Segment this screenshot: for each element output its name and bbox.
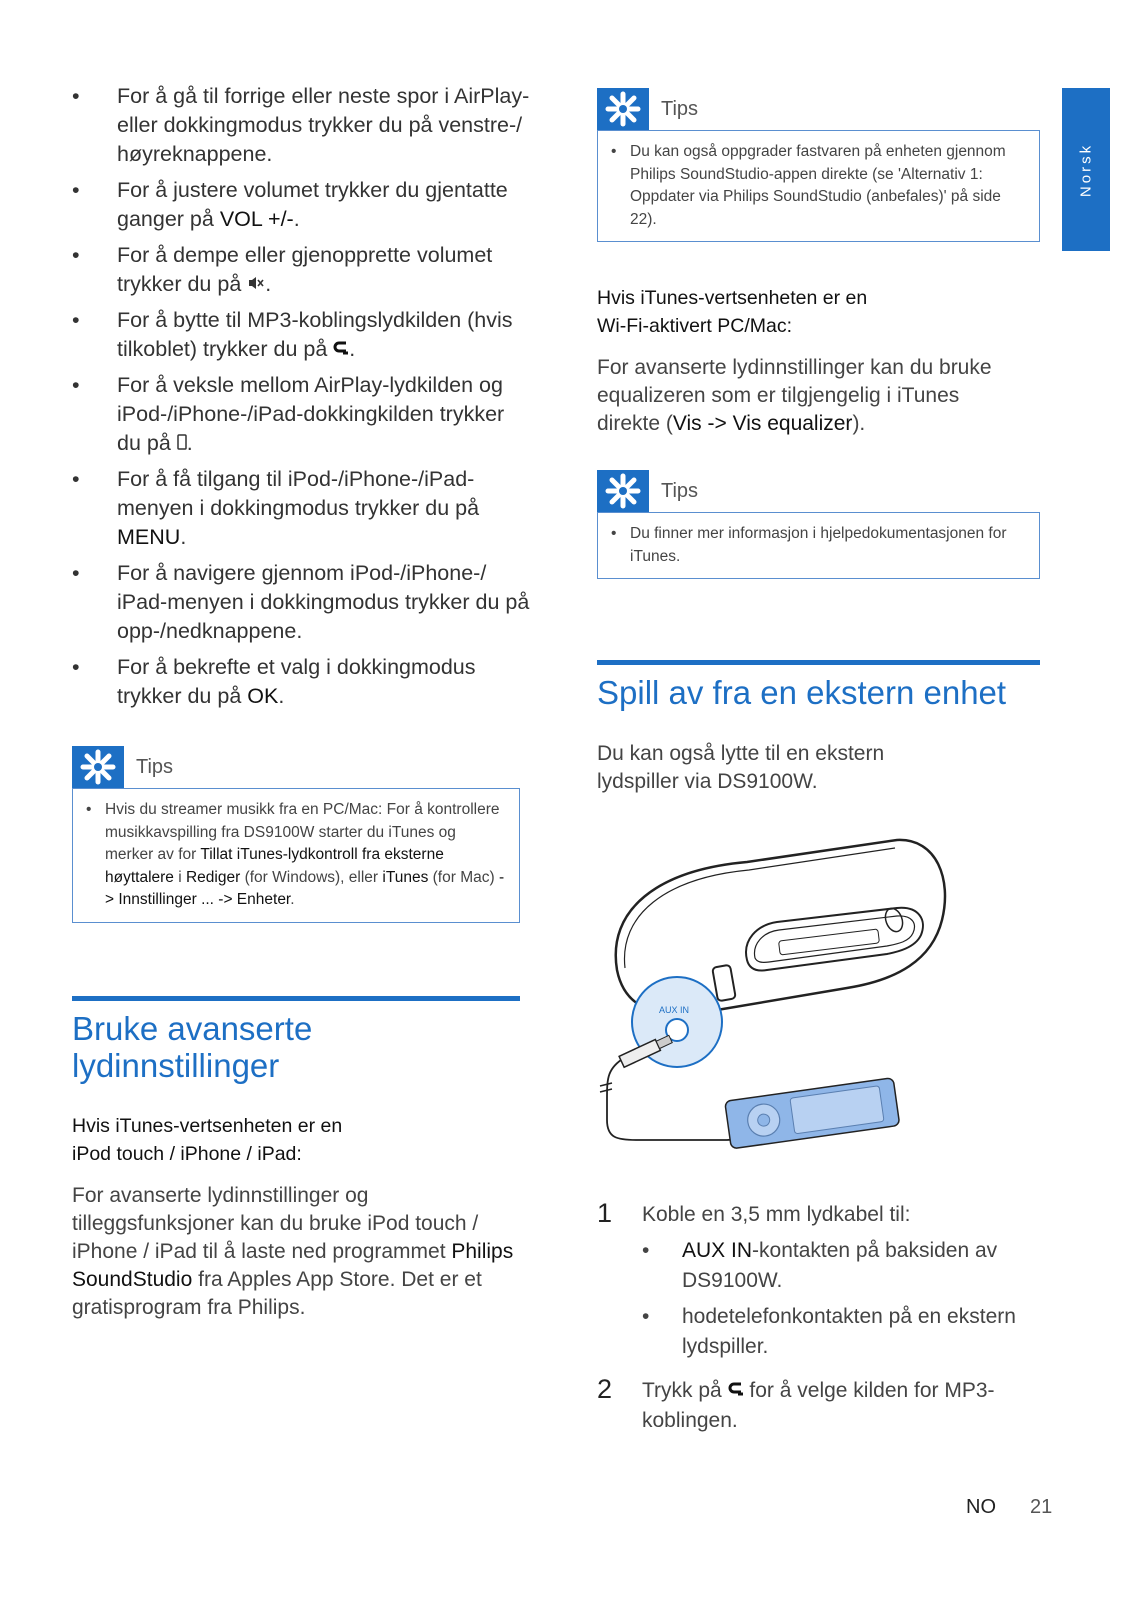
mp3-link-icon <box>333 337 349 361</box>
connection-steps <box>597 1200 1037 1446</box>
tips-label: Tips <box>661 98 699 120</box>
tips-box-firmware <box>597 88 1040 242</box>
tips-star-icon <box>72 746 124 788</box>
list-item: • For å bekrefte et valg i dokkingmodus trykker du på OK. <box>72 655 476 708</box>
section-title: Bruke avanserte lydinnstillinger <box>72 1010 313 1084</box>
mp3-link-icon <box>728 1379 744 1402</box>
step-number: 1 <box>597 1198 613 1228</box>
language-tab-label: Norsk <box>1077 142 1095 197</box>
ok-key-label: OK <box>247 684 279 708</box>
tips-body: • Du kan også oppgrader fastvaren på enheten gjennom Philips SoundStudio-appen direkte (se 'Alternativ 1: Oppdater via Philips SoundStudio (anbefales)' på side 22). <box>597 130 1040 242</box>
footer-language-code: NO <box>966 1496 996 1518</box>
controls-bullet-list <box>72 82 532 718</box>
tips-box-itunes <box>597 470 1040 579</box>
tips-body: • Du finner mer informasjon i hjelpedokumentasjonen for iTunes. <box>597 512 1040 579</box>
section-title: Spill av fra en ekstern enhet <box>597 674 1007 711</box>
external-intro: Du kan også lytte til en ekstern lydspiller via DS9100W. <box>597 742 885 793</box>
dock-icon <box>177 431 187 455</box>
step-1: 1 Koble en 3,5 mm lydkabel til: • AUX IN-kontakten på baksiden av DS9100W. • hodetelefonkontakten på en ekstern lydspiller. <box>597 1200 1037 1362</box>
ios-subheading: Hvis iTunes-vertsenheten er en iPod touch / iPhone / iPad: <box>72 1115 343 1165</box>
tips-label: Tips <box>136 756 174 778</box>
list-item: • For å få tilgang til iPod-/iPhone-/iPad-menyen i dokkingmodus trykker du på MENU. <box>72 467 480 549</box>
list-item: • hodetelefonkontakten på en ekstern lydspiller. <box>642 1305 1016 1358</box>
wifi-paragraph: For avanserte lydinnstillinger kan du bruke equalizeren som er tilgjengelig i iTunes direkte (Vis -> Vis equalizer). <box>597 356 992 435</box>
section-rule <box>597 660 1040 665</box>
tips-star-icon <box>597 470 649 512</box>
ios-paragraph: For avanserte lydinnstillinger og tilleggsfunksjoner kan du bruke iPod touch / iPhone / iPad til å laste ned programmet Philips SoundStudio fra Apples App Store. Det er et gratisprogram fra Philips. <box>72 1184 514 1319</box>
list-item: • For å justere volumet trykker du gjentatte ganger på VOL +/-. <box>72 178 508 231</box>
list-item: • For å dempe eller gjenopprette volumet trykker du på . <box>72 243 493 296</box>
tips-star-icon <box>597 88 649 130</box>
wifi-subheading: Hvis iTunes-vertsenheten er en Wi-Fi-aktivert PC/Mac: <box>597 287 868 337</box>
step-2: 2 Trykk på for å velge kilden for MP3-koblingen. <box>597 1374 995 1432</box>
tips-label: Tips <box>661 480 699 502</box>
list-item: • For å gå til forrige eller neste spor i AirPlay- eller dokkingmodus trykker du på venstre-/ høyreknappene. <box>72 84 530 166</box>
menu-key-label: MENU <box>117 525 181 549</box>
vol-key-label: VOL +/- <box>219 207 294 231</box>
mute-icon <box>247 272 265 296</box>
list-item: • For å veksle mellom AirPlay-lydkilden og iPod-/iPhone-/iPad-dokkingkilden trykker du på . <box>72 373 505 455</box>
tips-box-streaming <box>72 746 520 923</box>
section-rule <box>72 996 520 1001</box>
list-item: • For å navigere gjennom iPod-/iPhone-/ iPad-menyen i dokkingmodus trykker du på opp-/nedknappene. <box>72 561 530 643</box>
language-tab <box>1062 88 1110 251</box>
aux-connection-illustration <box>597 820 957 1160</box>
list-item: • For å bytte til MP3-koblingslydkilden (hvis tilkoblet) trykker du på . <box>72 308 513 361</box>
list-item: • AUX IN-kontakten på baksiden av DS9100W. <box>642 1239 998 1292</box>
tips-body: • Hvis du streamer musikk fra en PC/Mac: For å kontrollere musikkavspilling fra DS9100W starter du iTunes og merker av for Tillat iTunes-lydkontroll fra eksterne høyttalere i Rediger (for Windows), eller iTunes (for Mac) -> Innstillinger ... -> Enheter. <box>72 788 520 923</box>
step-number: 2 <box>597 1374 613 1404</box>
aux-in-label: AUX IN <box>659 1005 690 1015</box>
page-number: 21 <box>1030 1496 1053 1518</box>
